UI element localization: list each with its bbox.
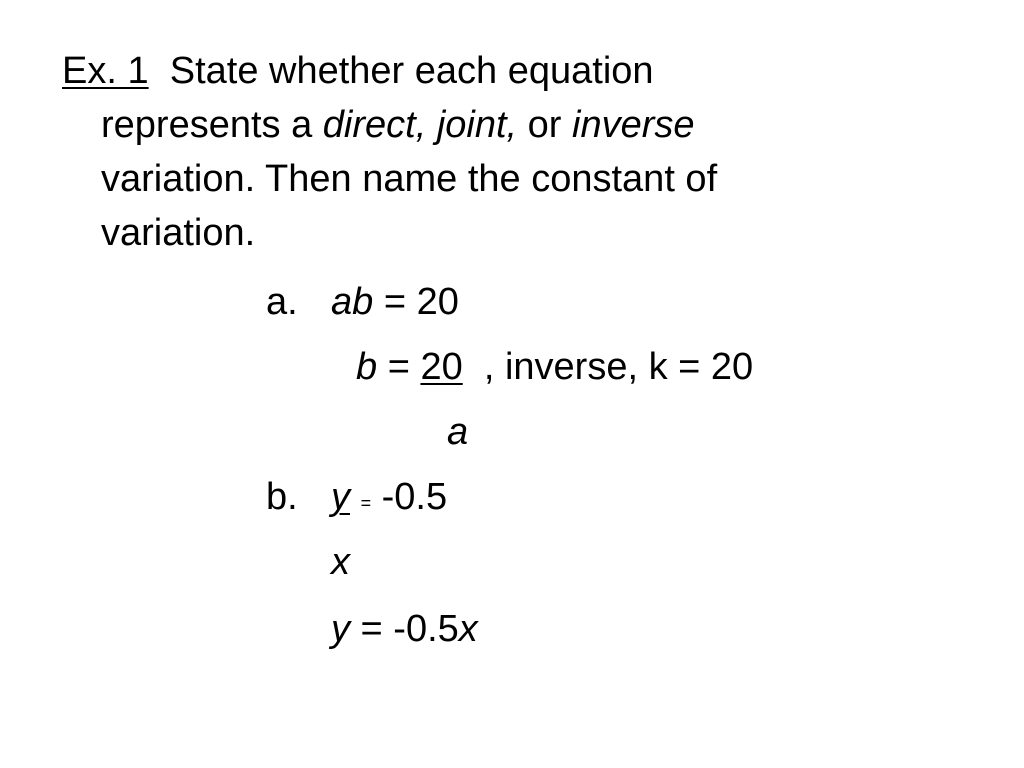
part-a-solution xyxy=(356,348,753,386)
problem-line-3: variation. Then name the constant of xyxy=(101,158,718,200)
part-b-sol-eq: = -0.5 xyxy=(350,608,459,650)
part-b-label: b. xyxy=(266,476,298,518)
part-b-eq-equals: = xyxy=(360,493,372,513)
problem-text-or: or xyxy=(517,104,573,146)
part-b-sol-var: y xyxy=(331,608,350,650)
problem-text-inverse: inverse xyxy=(572,104,695,146)
part-a-label: a. xyxy=(266,281,298,323)
problem-line-1 xyxy=(62,52,654,90)
problem-text-1: State whether each equation xyxy=(169,50,654,92)
part-b-sol-x: x xyxy=(458,608,478,650)
part-a-eq-var: ab xyxy=(331,281,374,323)
example-label: Ex. 1 xyxy=(62,50,149,92)
part-b-eq-numerator: y xyxy=(331,476,350,518)
part-a-eq-rest: = 20 xyxy=(373,281,459,323)
problem-line-2 xyxy=(101,106,695,144)
part-b-solution xyxy=(331,610,478,648)
part-a-equation xyxy=(331,283,459,321)
part-a-sol-numerator: 20 xyxy=(420,346,463,388)
problem-text-2a: represents a xyxy=(101,104,323,146)
part-b-eq-denominator: x xyxy=(331,541,350,583)
problem-line-4: variation. xyxy=(101,212,256,254)
part-a-sol-var: b xyxy=(356,346,378,388)
problem-text-direct-joint: direct, joint, xyxy=(322,104,518,146)
part-a-sol-eq: = xyxy=(377,346,421,388)
part-a-sol-answer: , inverse, k = 20 xyxy=(483,346,754,388)
part-b-eq-value: -0.5 xyxy=(381,476,448,518)
part-b-equation xyxy=(331,478,447,516)
part-a-sol-denominator: a xyxy=(447,411,469,453)
